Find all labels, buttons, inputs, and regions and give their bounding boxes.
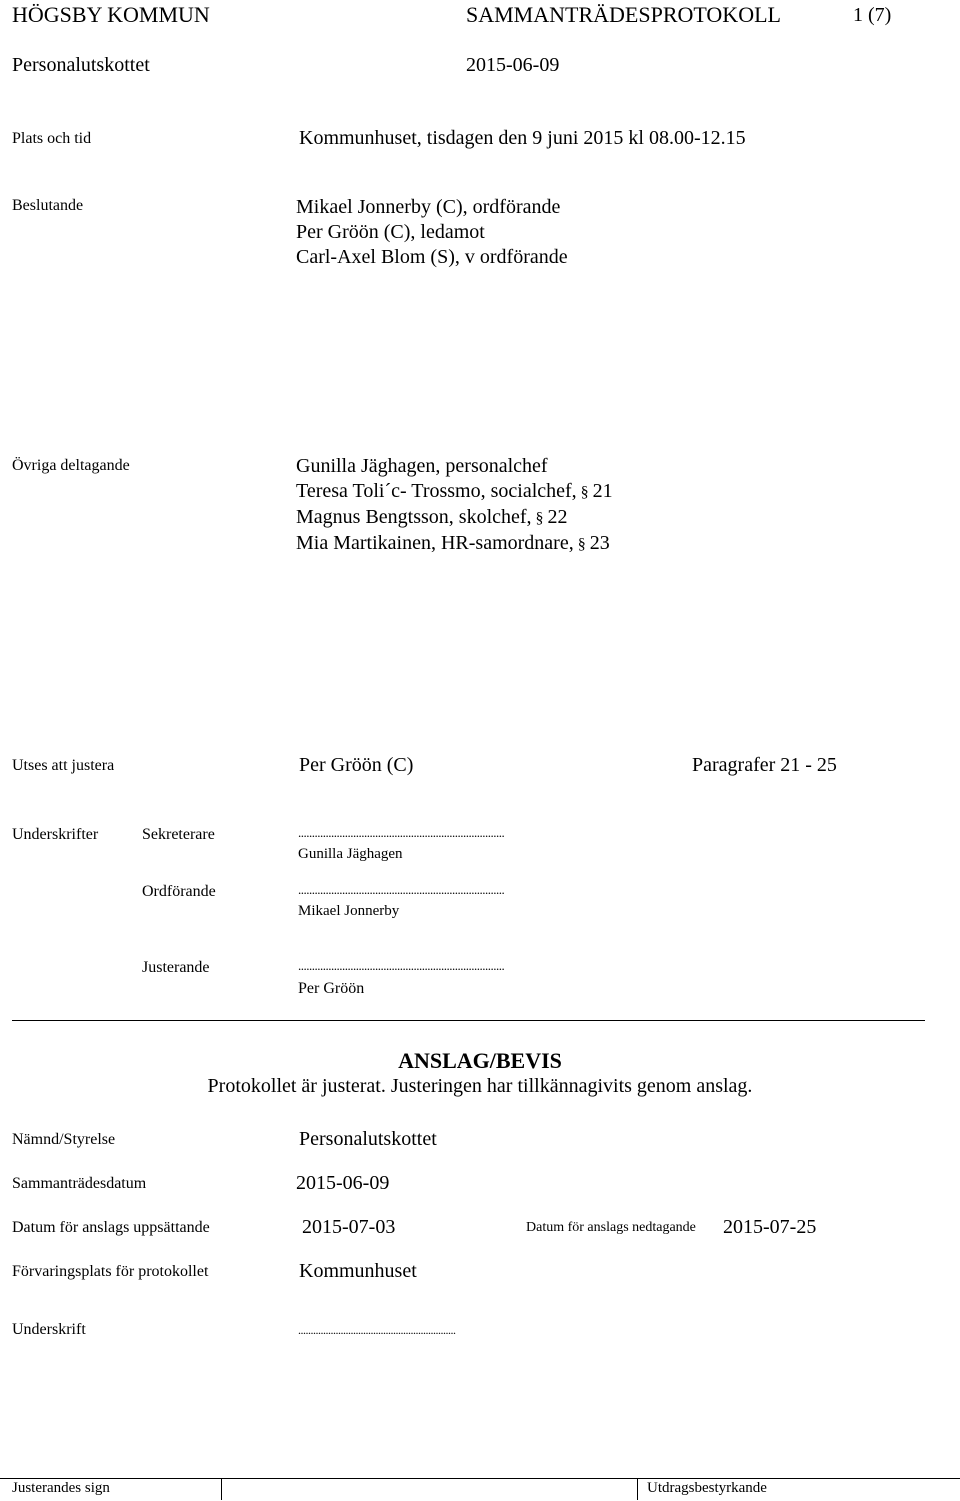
chair-label: Ordförande bbox=[142, 883, 216, 900]
other-participants-list bbox=[296, 454, 613, 557]
meeting-date: 2015-06-09 bbox=[466, 54, 560, 76]
committee-name: Personalutskottet bbox=[12, 54, 150, 76]
adjuster-name: Per Gröön bbox=[298, 980, 365, 997]
secretary-label: Sekreterare bbox=[142, 826, 215, 843]
adjuster-sign-label: Justerandes sign bbox=[12, 1480, 110, 1496]
participant: Gunilla Jäghagen, personalchef bbox=[296, 455, 548, 477]
paragraphs-range: Paragrafer 21 - 25 bbox=[692, 754, 837, 776]
signature-line: ............................................................... bbox=[298, 1323, 456, 1337]
document-type: SAMMANTRÄDESPROTOKOLL bbox=[466, 2, 781, 27]
posted-date-value: 2015-07-03 bbox=[302, 1216, 396, 1238]
deciding-member: Per Gröön (C), ledamot bbox=[296, 221, 485, 243]
deciding-member: Mikael Jonnerby (C), ordförande bbox=[296, 196, 561, 218]
removed-date-value: 2015-07-25 bbox=[723, 1216, 817, 1238]
deciding-members-list bbox=[296, 195, 568, 270]
participant: Teresa Toli´c- Trossmo, socialchef, § 21 bbox=[296, 480, 613, 502]
municipality-name: HÖGSBY KOMMUN bbox=[12, 2, 210, 27]
participant: Magnus Bengtsson, skolchef, § 22 bbox=[296, 506, 568, 528]
place-label: Plats och tid bbox=[12, 130, 92, 147]
adjuster-label: Justerande bbox=[142, 959, 210, 976]
adjust-value: Per Gröön (C) bbox=[299, 754, 414, 776]
section-divider bbox=[12, 1020, 925, 1021]
participant: Mia Martikainen, HR-samordnare, § 23 bbox=[296, 532, 610, 554]
notice-text: Protokollet är justerat. Justeringen har tillkännagivits genom anslag. bbox=[207, 1075, 753, 1097]
footer-divider bbox=[0, 1478, 960, 1479]
notice-title: ANSLAG/BEVIS bbox=[398, 1048, 562, 1073]
body-label: Nämnd/Styrelse bbox=[12, 1131, 116, 1148]
page-number: 1 (7) bbox=[853, 4, 892, 26]
signature-label: Underskrift bbox=[12, 1321, 86, 1338]
adjuster-signature-line: ........................................................................... bbox=[298, 958, 505, 973]
section-symbol: § bbox=[535, 510, 544, 527]
meeting-date-label: Sammanträdesdatum bbox=[12, 1175, 147, 1192]
meeting-date-value: 2015-06-09 bbox=[296, 1172, 390, 1194]
deciding-member: Carl-Axel Blom (S), v ordförande bbox=[296, 246, 568, 268]
footer-separator-1 bbox=[221, 1478, 222, 1500]
storage-value: Kommunhuset bbox=[299, 1260, 417, 1282]
others-label: Övriga deltagande bbox=[12, 457, 130, 474]
deciding-label: Beslutande bbox=[12, 197, 84, 214]
secretary-signature-line: ........................................................................... bbox=[298, 825, 505, 840]
chair-name: Mikael Jonnerby bbox=[298, 903, 400, 919]
removed-date-label: Datum för anslags nedtagande bbox=[526, 1220, 696, 1235]
section-symbol: § bbox=[580, 484, 589, 501]
place-value: Kommunhuset, tisdagen den 9 juni 2015 kl 08.00-12.15 bbox=[299, 127, 746, 149]
storage-label: Förvaringsplats för protokollet bbox=[12, 1263, 209, 1280]
section-symbol: § bbox=[577, 536, 586, 553]
body-value: Personalutskottet bbox=[299, 1128, 437, 1150]
chair-signature-line: ........................................................................... bbox=[298, 882, 505, 897]
signatures-label: Underskrifter bbox=[12, 826, 99, 843]
footer-separator-2 bbox=[637, 1478, 638, 1500]
adjust-label: Utses att justera bbox=[12, 757, 115, 774]
posted-date-label: Datum för anslags uppsättande bbox=[12, 1219, 210, 1236]
extract-cert-label: Utdragsbestyrkande bbox=[647, 1480, 767, 1496]
secretary-name: Gunilla Jäghagen bbox=[298, 846, 403, 862]
